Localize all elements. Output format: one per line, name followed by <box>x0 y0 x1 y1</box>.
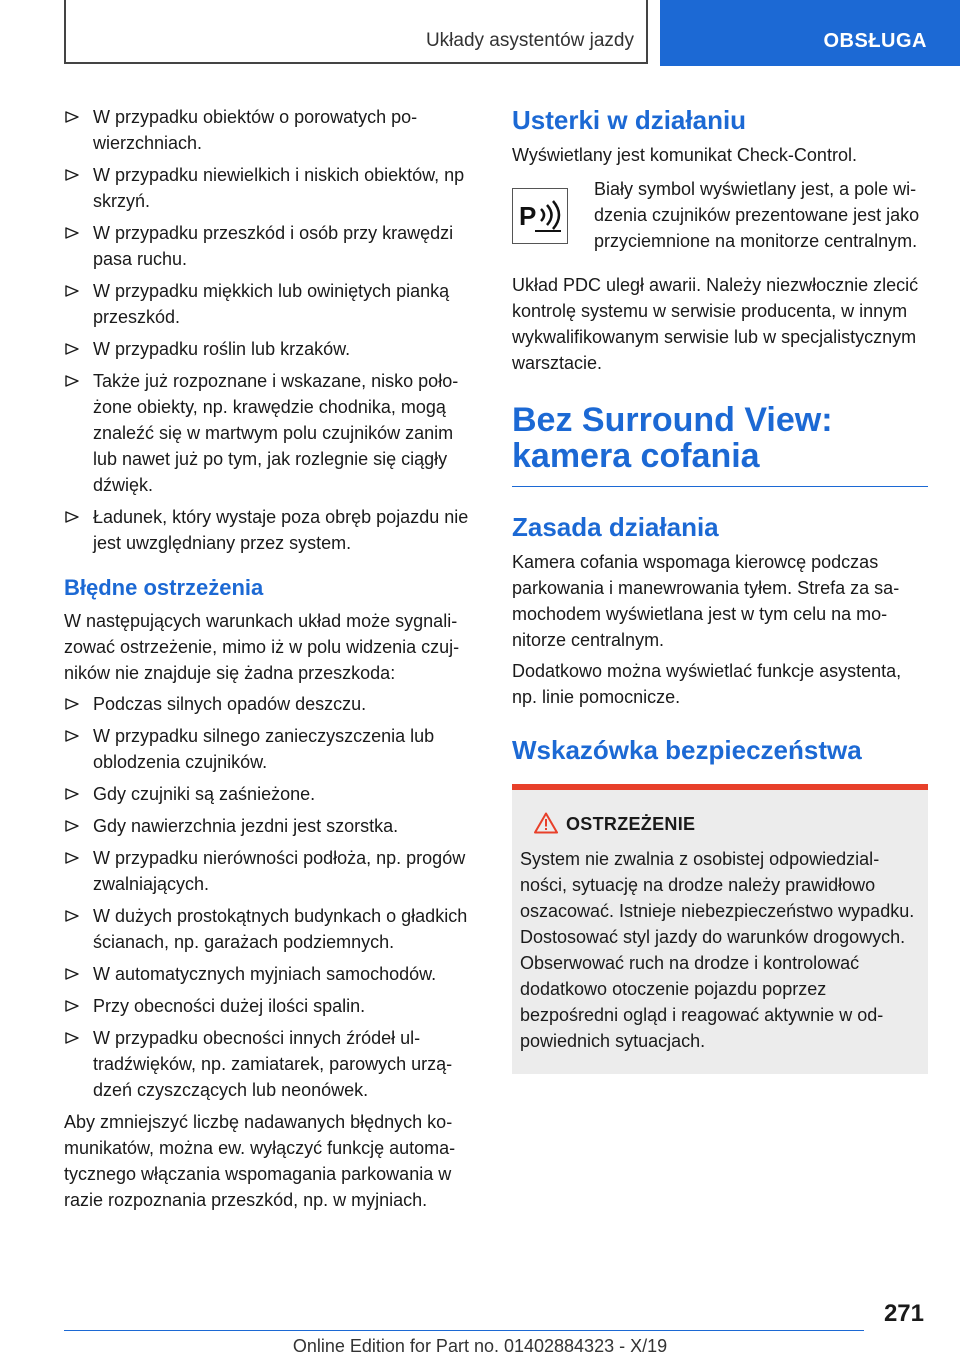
list-item <box>64 993 478 1019</box>
principle-paragraph-1: Kamera cofania wspomaga kierowcę podczas parkowania i manewrowania tyłem. Strefa za samochodem wyświetlana jest w tym celu na monitorze centralnym. <box>512 552 900 650</box>
list-item-text: W przypadku roślin lub krzaków. <box>93 339 351 359</box>
list-item-text: Gdy nawierzchnia jezdni jest szorstka. <box>93 816 399 836</box>
triangle-bullet-icon <box>64 908 80 924</box>
svg-text:P: P <box>519 201 537 231</box>
false-warnings-list <box>64 691 478 1103</box>
closing-paragraph: Aby zmniejszyć liczbę nadawanych błędnych komunikatów, można ew. wyłączyć funkcję automatycznego włączania wspomagania parkowania w razie rozpoznania przeszkód, np. w myjniach. <box>64 1112 456 1210</box>
triangle-bullet-icon <box>64 998 80 1014</box>
list-item <box>64 104 478 156</box>
false-warnings-intro: W następujących warunkach układ może sygnalizować ostrzeżenie, mimo iż w polu widzenia czujników nie znajduje się żadna przeszkoda: <box>64 611 460 683</box>
safety-heading: Wskazówka bezpieczeństwa <box>512 735 862 765</box>
list-item <box>64 162 478 214</box>
list-item <box>64 813 478 839</box>
header-chapter-box <box>64 0 648 64</box>
list-item <box>64 845 478 897</box>
camera-heading: Bez Surround View: kamera cofania <box>512 402 928 487</box>
triangle-bullet-icon <box>64 283 80 299</box>
chapter-title: Układy asystentów jazdy <box>425 30 634 51</box>
warning-header <box>520 812 918 840</box>
list-item-text: W przypadku niewielkich i niskich obiektów, np skrzyń. <box>93 165 465 211</box>
check-control-text: Biały symbol wyświetlany jest, a pole widzenia czujników prezentowane jest jako przyciemnione na monitorze centralnym. <box>594 179 920 251</box>
list-item <box>64 278 478 330</box>
list-item <box>64 961 478 987</box>
triangle-bullet-icon <box>64 696 80 712</box>
triangle-bullet-icon <box>64 109 80 125</box>
pdc-warning-icon <box>512 188 568 244</box>
detection-limits-list <box>64 104 478 556</box>
list-item-text: W przypadku obecności innych źródeł ultradźwięków, np. zamiatarek, parowych urządzeń czyszczących lub neonówek. <box>93 1028 453 1100</box>
triangle-bullet-icon <box>64 728 80 744</box>
check-control-row <box>512 176 928 262</box>
list-item-text: W dużych prostokątnych budynkach o gładkich ścianach, np. garażach podziemnych. <box>93 906 468 952</box>
malfunction-intro: Wyświetlany jest komunikat Check-Control. <box>512 145 857 165</box>
footer-divider <box>64 1330 864 1331</box>
list-item-text: W automatycznych myjniach samochodów. <box>93 964 437 984</box>
list-item-text: W przypadku silnego zanieczyszczenia lub oblodzenia czujników. <box>93 726 435 772</box>
right-column <box>512 104 928 1074</box>
warning-triangle-icon <box>534 812 558 834</box>
list-item-text: Przy obecności dużej ilości spalin. <box>93 996 366 1016</box>
list-item-text: Gdy czujniki są zaśnieżone. <box>93 784 316 804</box>
page-number: 271 <box>883 1300 924 1327</box>
triangle-bullet-icon <box>64 786 80 802</box>
list-item <box>64 368 478 498</box>
warning-text: System nie zwalnia z osobistej odpowiedzialności, sytuację na drodze należy prawidłowo oszacować. Istnieje niebezpieczeństwo wypadku. Dostosować styl jazdy do warunków drogowych. Obserwować ruch na drodze i kontrolować dodatkowo otoczenie pojazdu poprzez bezpośredni ogląd i reagować aktywnie w odpowiednich sytuacjach. <box>520 849 915 1051</box>
triangle-bullet-icon <box>64 341 80 357</box>
list-item-text: W przypadku miękkich lub owiniętych pianką przeszkód. <box>93 281 450 327</box>
list-item-text: Także już rozpoznane i wskazane, nisko położone obiekty, np. krawędzie chodnika, mogą znaleźć się w martwym polu czujników zanim lub nawet już po tym, jak rozlegnie się ciągły dźwięk. <box>93 371 459 495</box>
list-item <box>64 336 478 362</box>
list-item <box>64 903 478 955</box>
triangle-bullet-icon <box>64 850 80 866</box>
list-item <box>64 220 478 272</box>
triangle-bullet-icon <box>64 509 80 525</box>
list-item <box>64 781 478 807</box>
malfunction-text: Układ PDC uległ awarii. Należy niezwłocznie zlecić kontrolę systemu w serwisie producenta, w innym wykwalifikowanym serwisie lub w specjalistycznym warsztacie. <box>512 275 919 373</box>
list-item-text: Podczas silnych opadów deszczu. <box>93 694 367 714</box>
false-warnings-heading: Błędne ostrzeżenia <box>64 575 264 600</box>
list-item-text: W przypadku obiektów o porowatych powierzchniach. <box>93 107 418 153</box>
list-item <box>64 1025 478 1103</box>
list-item-text: W przypadku przeszkód i osób przy krawędzi pasa ruchu. <box>93 223 454 269</box>
triangle-bullet-icon <box>64 225 80 241</box>
malfunction-heading: Usterki w działaniu <box>512 105 747 135</box>
list-item-text: W przypadku nierówności podłoża, np. progów zwalniających. <box>93 848 466 894</box>
warning-box <box>512 784 928 1074</box>
list-item-text: Ładunek, który wystaje poza obręb pojazdu nie jest uwzględniany przez system. <box>93 507 469 553</box>
header-section-tab <box>660 0 960 66</box>
triangle-bullet-icon <box>64 167 80 183</box>
principle-paragraph-2: Dodatkowo można wyświetlać funkcje asystenta, np. linie pomocnicze. <box>512 661 902 707</box>
warning-title: OSTRZEŻENIE <box>566 814 696 834</box>
section-title: OBSŁUGA <box>823 30 927 52</box>
triangle-bullet-icon <box>64 373 80 389</box>
triangle-bullet-icon <box>64 818 80 834</box>
footer-edition: Online Edition for Part no. 01402884323 - X/19 <box>292 1336 668 1356</box>
left-column <box>64 104 478 1218</box>
triangle-bullet-icon <box>64 966 80 982</box>
principle-heading: Zasada działania <box>512 512 719 542</box>
list-item <box>64 723 478 775</box>
triangle-bullet-icon <box>64 1030 80 1046</box>
list-item <box>64 691 478 717</box>
list-item <box>64 504 478 556</box>
